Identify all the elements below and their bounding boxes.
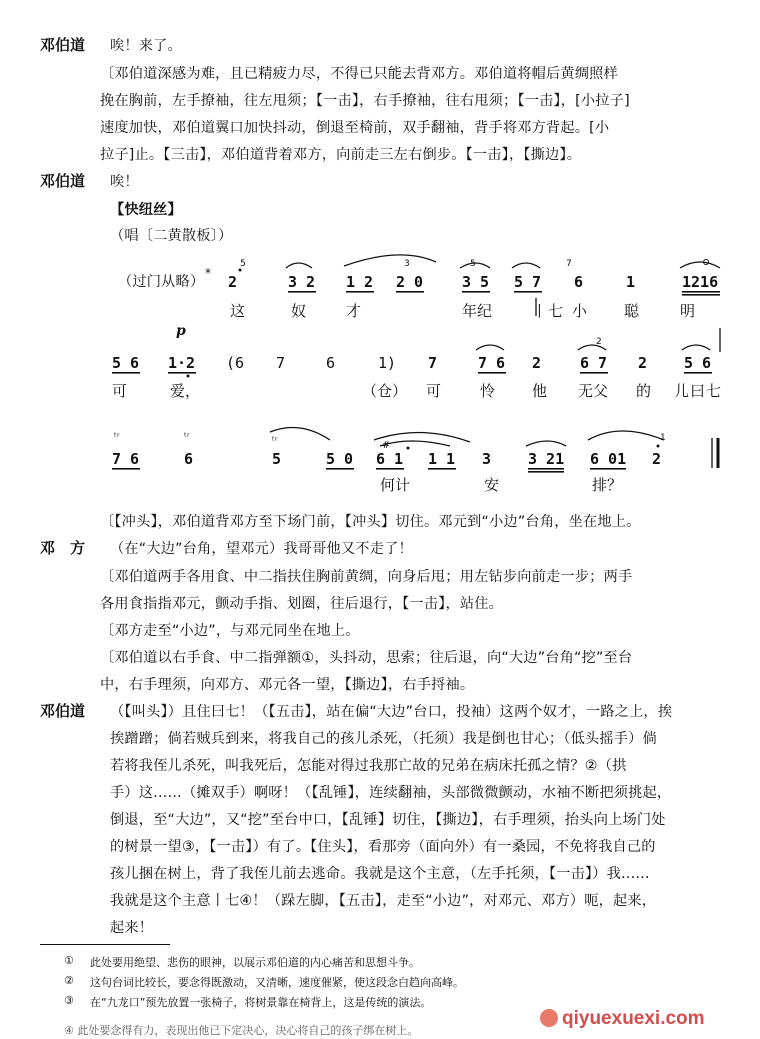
row1-lyric-6: 七 [548,302,564,320]
direction-2-line-2: 各用食指指邓元，颤动手指、划圈，往后退行，【一击】，站住。 [100,596,504,612]
slur-9 [270,428,330,441]
row2-note-7: 7 [428,354,438,372]
footnote-2-mark: ② [64,974,74,987]
row1-lyric-1: 这 [230,302,246,320]
row1-note-4: 2 0 [396,273,424,291]
watermark-icon [540,1009,558,1027]
row2-lyric-6: 他 [532,382,548,400]
slur-2 [344,255,436,266]
deng-fang-line: （在“大边”台角，望邓元）我哥哥他又不走了！ [110,541,413,557]
direction-4-line-2: 中，右手理须，向邓方、邓元各一望，【撕边】，右手捋袖。 [100,677,475,693]
dialogue-line-2: 唉！ [110,174,139,190]
monologue-line-6: 的树景一望③，【一击】）有了。【住头】，看那旁（面向外）有一桑园，不免将我自己的 [110,839,656,855]
speaker-deng-fang: 邓 方 [40,539,86,557]
row1-note-7: 6 [574,273,584,291]
row1-lyric-5: 丨 [532,302,548,320]
tune-name: 【快纽丝】 [110,202,182,218]
row1-note-3: 1 2 [346,273,374,291]
row3-lyric-3: 排？ [592,476,623,494]
row3-note-9: 6 01 [590,450,627,468]
row1-note-1: 2 [228,273,238,291]
row2-lyric-2: 爱， [170,382,201,400]
row3-note-1: 7 6 [112,450,140,468]
monologue-line-3: 若将我侄儿杀死，叫我死后，怎能对得过我那亡故的兄弟在病床托孤之情？②（拱 [110,758,627,774]
slur-13 [588,431,664,440]
slur-4 [512,263,540,268]
speaker-deng-bodao-1: 邓伯道 [40,36,86,54]
speaker-deng-bodao-2: 邓伯道 [40,172,86,190]
row2-note-2: 1·2 [168,354,196,372]
dynamic-mark-p: p [176,323,186,339]
tune-mode: （唱〔二黄散板〕） [110,228,233,244]
row3-lyric-2: 安 [484,476,500,494]
row1-note-6: 5 7 [514,273,542,291]
row3-note-6: 1 1 [428,450,456,468]
trill-mark-3: ᵗʳ [272,436,278,447]
monologue-line-8: 我就是这个主意丨七④！（跺左脚，【五击】，走至“小边”，对邓元、邓方）呃，起来， [110,893,657,909]
slur-7 [578,345,606,350]
trill-mark-2: ᵗʳ [184,432,190,443]
row1-note-8: 1 [626,273,636,291]
monologue-line-9: 起来！ [110,920,154,936]
row2-note-1: 5 6 [112,354,140,372]
direction-1-line-3: 速度加快，邓伯道翼口加快抖动，倒退至椅前，双手翻袖，背手将邓方背起。[小 [100,120,610,136]
direction-4-line-1: 〔邓伯道以右手食、中二指弹额①，头抖动，思索；往后退，向“大边”台角“挖”至台 [100,650,633,666]
row2-lyric-8: 的 [636,382,652,400]
row2-note-8: 7 6 [478,354,506,372]
row3-note-7: 3 [482,450,492,468]
row3-lyric-1: 何计 [380,476,411,494]
footnote-2-text: 这句台词比较长，要念得既激动，又清晰，速度催紧，使这段念白趋向高峰。 [90,976,464,989]
footnote-3-mark: ③ [64,994,74,1007]
footnote-rule [40,944,170,945]
row3-note-10: 2 [652,450,662,468]
row2-note-11: 2 [638,354,648,372]
direction-2-line-1: 〔邓伯道两手各用食、中二指扶住胸前黄绸，向身后甩；用左钻步向前走一步；两手 [100,569,633,585]
row1-lyric-8: 聪 [624,302,640,320]
slur-1 [286,263,312,268]
row2-lyric-11: 七 [706,382,722,400]
speaker-deng-bodao-3: 邓伯道 [40,702,86,720]
sharp-mark-1: # [382,440,391,451]
row1-lyric-4: 年纪 [462,302,493,320]
direction-1-line-2: 挽在胸前，左手撩袖，往左甩须；【一击】，右手撩袖，往右甩须；【一击】，[小拉子] [100,93,630,109]
watermark [540,1008,705,1030]
footnote-1-text: 此处要用绝望、悲伤的眼神，以展示邓伯道的内心痛苦和思想斗争。 [90,956,420,969]
row1-lyric-9: 明 [680,302,696,320]
row2-lyric-3: （仓） [362,382,408,400]
row3-note-4: 5 0 [326,450,354,468]
row2-lyric-7: 无父 [578,382,609,400]
row2-note-6: 1) [378,354,397,372]
row3-note-3: 5 [272,450,282,468]
direction-1-line-4: 拉子]止。【三击】，邓伯道背着邓方，向前走三左右倒步。【一击】，【撕边】。 [100,147,582,163]
row2-lyric-9: 儿 [674,382,690,400]
svg-text:2: 2 [596,337,602,347]
footnote-1-mark: ① [64,954,74,967]
slur-8 [682,345,710,350]
svg-text:5: 5 [470,259,476,269]
svg-text:7: 7 [566,259,572,269]
row1-lyric-2: 奴 [291,302,307,320]
trill-mark-1: ᵗʳ [114,432,120,443]
svg-text:1: 1 [660,433,666,443]
row1-note-2: 3 2 [288,273,316,291]
monologue-line-1: （【叫头】）且住曰七！（【五击】，站在偏“大边”台口，投袖）这两个奴才，一路之上，挨 [110,704,673,720]
chongtou-direction: 〔【冲头】，邓伯道背邓方至下场门前，【冲头】切住。邓元到“小边”台角，坐在地上。 [100,514,641,530]
monologue-line-7: 孩儿捆在树上，背了我侄儿前去逃命。我就是这个主意，（左手托须，【一击】）我…… [110,866,650,882]
footnote-4-partial: ④ 此处要念得有力，表现出他已下定决心，决心将自己的孩子绑在树上。 [64,1024,419,1037]
monologue-line-2: 挨蹭蹭；倘若贼兵到来，将我自己的孩儿杀死，（托须）我是倒也甘心；（低头摇手）倘 [110,731,657,747]
row2-note-12: 5 6 [684,354,712,372]
direction-1-line-1: 〔邓伯道深感为难，且已精疲力尽，不得已只能去背邓方。邓伯道将帽后黄绸照样 [100,66,618,82]
slur-10 [374,432,470,442]
row3-note-2: 6 [184,450,194,468]
row2-lyric-4: 可 [426,382,442,400]
footnote-3-text: 在“九龙口”预先放置一张椅子，将树景靠在椅背上，这是传统的演法。 [90,996,432,1009]
row1-note-5: 3 5 [462,273,490,291]
row1-lyric-7: 小 [572,302,588,320]
watermark-text: qiyuexuexi.com [562,1008,705,1029]
dialogue-line-1: 唉！来了。 [110,38,182,54]
row3-note-8: 3 21 [528,450,565,468]
prelude-label: （过门从略） [118,274,205,290]
row2-lyric-5: 怜 [480,382,496,400]
direction-3: 〔邓方走至“小边”，与邓元同坐在地上。 [100,623,360,639]
row2-note-10: 6 7 [580,354,608,372]
row3-note-5: 6 1 [376,450,404,468]
row2-note-9: 2 [532,354,542,372]
row2-lyric-10: 曰 [690,382,706,400]
row2-note-5: 6 [326,354,336,372]
row2-note-3: (6 [226,354,245,372]
slur-5 [680,262,720,268]
svg-text:3: 3 [404,259,410,269]
row2-lyric-1: 可 [112,382,128,400]
slur-11 [380,441,450,446]
row1-note-9: 1216 [682,273,719,291]
pickup-mark: * [205,266,211,280]
slur-12 [526,441,566,446]
monologue-line-4: 手）这……（摊双手）啊呀！（【乱锤】，连续翻袖，头部微微颤动，水袖不断把须挑起， [110,785,672,801]
monologue-line-5: 倒退，至“大边”，又“挖”至台中口，【乱锤】切住，【撕边】，右手理须，抬头向上场门处 [110,812,666,828]
svg-text:5: 5 [240,259,246,269]
slur-6 [476,345,504,350]
row1-lyric-3: 才 [346,302,362,320]
row2-note-4: 7 [276,354,286,372]
